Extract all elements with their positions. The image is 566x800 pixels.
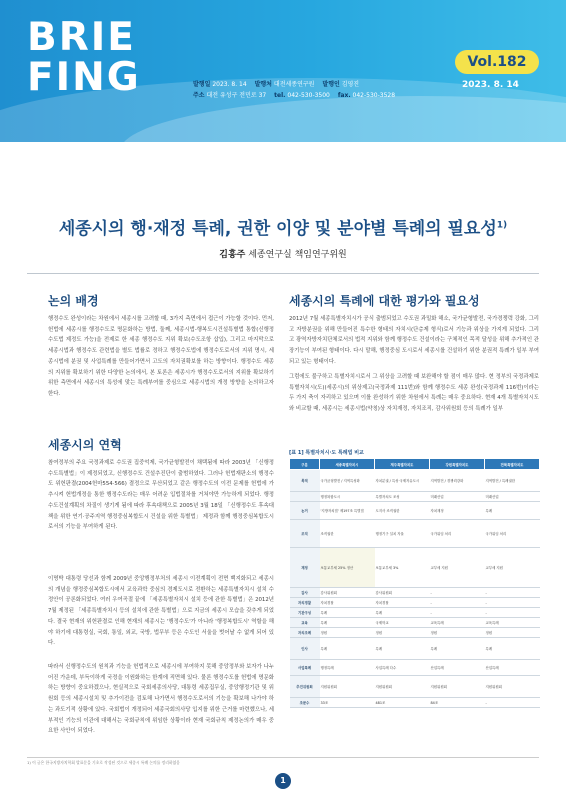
title-divider <box>27 273 539 274</box>
table-cell: - <box>430 588 485 598</box>
table-cell: - <box>485 588 540 598</box>
table-caption: [표 1] 특별자치시·도 특례법 비교 <box>289 450 364 456</box>
table-cell: - <box>485 598 540 608</box>
table-row-label: 조문수 <box>290 698 320 708</box>
table-cell: 교육특례 <box>485 618 540 628</box>
table-cell: 국가위임 처리 <box>485 520 540 548</box>
table-cell: 교부세 지원 <box>430 548 485 588</box>
section-heading-evaluation: 세종시의 특례에 대한 평가와 필요성 <box>289 294 480 308</box>
table-row-label: 기관구성 <box>290 608 320 618</box>
page-footnote: 1) 이 글은 한국지방자치학회 발표문을 기초로 작성된 것으로 세종시 특례 논의를 정리하였음 <box>27 757 539 766</box>
table-cell: 지역발전 / 특례권한 <box>485 470 540 492</box>
table-cell: 국가위임 처리 <box>430 520 485 548</box>
table-cell: 도지사 조직권한 <box>375 502 430 520</box>
table-cell: 교육특례 <box>430 618 485 628</box>
table-row <box>290 676 540 698</box>
table-cell: 특례 <box>485 638 540 660</box>
table-cell: 84조 <box>430 698 485 708</box>
table-cell: 지역발전 / 경쟁력강화 <box>430 470 485 492</box>
table-cell: 자치재정 <box>430 502 485 520</box>
table-row <box>290 470 540 492</box>
table-cell: 특별자치도 조성 <box>375 492 430 502</box>
section-heading-background: 논의 배경 <box>48 294 99 308</box>
table-cell: 정원 <box>375 628 430 638</box>
briefing-logo: BRIE FING <box>27 15 141 100</box>
section-body-background: 행정수도 완성이라는 차원에서 세종시를 고려할 때, 3가지 측면에서 접근이 가능할 것이다. 먼저, 헌법에 세종시를 행정수도로 명문화하는 방법, 둘째, 세종시법-행복도시건설특별법 통합(신행정수도법 제정도 가능)을 전제로 한 세종 행정수도 지위 확보(수도조항 삽입), 그리고 마지막으로 세종시법과 행정수도 관련법을 별도 법률로 정하고 행정수도법에 행정수도로서의 지위 명시, 세종시법에 분권 및 사업특례를 만들어가면서 고도의 자치권확보를 하는 방향이다. 행정수도 세종의 지위를 확보하기 위한 다양한 논의에서, 본 토론은 세종시가 행정수도로서의 지위를 확보하기 위한 측면에서 세종시의 특성에 맞는 특례부여를 중심으로 세종시법의 개정 방향을 논의하고자 한다. <box>48 316 274 397</box>
table-header-cell: 구분 <box>290 459 320 470</box>
table-row <box>290 502 540 520</box>
table-cell: 국제학교 <box>375 618 430 628</box>
table-row-label: 논거 <box>290 502 320 520</box>
table-cell: 특례 <box>375 608 430 618</box>
table-row <box>290 598 540 608</box>
publication-info: 발행일 2023. 8. 14 발행처 대전세종연구원 발행인 김영진 주소 대전 유성구 전민로 37 tel. 042-530-3500 fax. 042-530-3528 <box>193 81 396 99</box>
table-header-cell: 세종특별자치시 <box>320 459 375 470</box>
table-cell: 특례 <box>485 502 540 520</box>
table-cell: - <box>485 608 540 618</box>
article-title: 세종시의 행·재정 특례, 권한 이양 및 분야별 특례의 필요성$^{1)}$ <box>58 219 508 239</box>
article-author: 김흥주 세종연구실 책임연구위원 <box>219 250 347 260</box>
table-row-label: 사업특례 <box>290 660 320 676</box>
table-row-label: 자치경찰 <box>290 598 320 608</box>
table-row-label: 추진위원회 <box>290 676 320 698</box>
table-cell: 특례 <box>430 638 485 660</box>
page-number: 1 <box>275 773 291 789</box>
table-cell: 감사위원회 <box>375 588 430 598</box>
table-cell: 산업특례 <box>485 660 540 676</box>
table-cell: - <box>430 598 485 608</box>
briefing-header <box>0 0 566 142</box>
section-body-history-2: 이명박 대통령 당선과 함께 2009년 중앙행정부처의 세종시 이전계획이 전면 백지화되고 세종시의 개념을 행정중심복합도시에서 교육과학 중심의 경제도시로 전환하는 세종특별자치시 설치 수정안이 공론화되었다. 여러 우여곡절 끝에 「세종특별자치시 설치 등에 관한 특별법」은 2012년 7월 제정된 「세종특별자치시 등의 설치에 관한 특별법」으로 지금의 세종시 모습을 갖추게 되었다. 결국 현재의 위헌판결로 인해 현재의 세종시는 '행정수도'가 아니라 '행정복합도시' 역할을 해야 하기에 대통령실, 국회, 통일, 외교, 국방, 법무부 등은 수도인 서울을 벗어날 수 없게 되어 있다. <box>48 576 274 647</box>
table-row-label <box>290 492 320 502</box>
table-cell: 지원위원회 <box>430 676 485 698</box>
table-row <box>290 628 540 638</box>
table-row <box>290 618 540 628</box>
table-cell: - <box>485 698 540 708</box>
table-row <box>290 698 540 708</box>
table-cell: 사업특례 다수 <box>375 660 430 676</box>
table-cell: 특례 <box>375 638 430 660</box>
table-row <box>290 638 540 660</box>
table-cell: 정원 <box>430 628 485 638</box>
table-cell: 미래산업 <box>485 492 540 502</box>
table-cell: 특례 <box>320 618 375 628</box>
table-row-label: 목적 <box>290 470 320 492</box>
table-header-cell: 강원특별자치도 <box>430 459 485 470</box>
table-cell: 지원위원회 <box>375 676 430 698</box>
table-row-label: 조직 <box>290 520 320 548</box>
table-cell: 보통교부세 25% 정산 <box>320 548 375 588</box>
table-cell: 국가균형발전 / 지역특성화 <box>320 470 375 492</box>
table-cell: 교부세 지원 <box>485 548 540 588</box>
table-cell: 481조 <box>375 698 430 708</box>
table-row <box>290 588 540 598</box>
table-row <box>290 608 540 618</box>
table-cell: 행정기구 설치 자율 <box>375 520 430 548</box>
table-cell: 미래산업 <box>430 492 485 502</box>
table-cell: 특례 <box>320 608 375 618</box>
table-header-cell: 전북특별자치도 <box>485 459 540 470</box>
section-body-history-3: 따라서 신행정수도의 원칙과 기능을 헌법적으로 세종시에 부여하지 못해 중앙정부와 보자가 나누어진 가운데, 부득이하게 국정을 이원화하는 한계에 직면해 있다. 물론 행정수도를 헌법에 명문화하는 방향이 중요하겠으나, 현실적으로 국회세종의사당, 대통령 세종집무실, 중앙행정기관 및 위원회 등의 세종시설치 및 추가이전을 검토해 나가면서 행정수도로서의 기능을 확보해 나가야 하는 과도기적 상황에 있다. 국회법이 개정되어 세종국회의사당 입지를 위한 근거를 마련했으나, 세부적인 기능의 이관에 대해서는 국회규칙에 위임한 상황이라 현재 국회규칙 제정논의가 매우 중요한 사안이 되었다. <box>48 664 274 735</box>
table-cell: 정원 <box>320 628 375 638</box>
table-cell: 보통교부세 3% <box>375 548 430 588</box>
table-cell: 지원위원회 <box>485 676 540 698</box>
table-header-cell: 제주특별자치도 <box>375 459 430 470</box>
table-header-row <box>290 459 540 470</box>
table-row <box>290 660 540 676</box>
table-row-label: 인사 <box>290 638 320 660</box>
table-cell: '지방자치법' 제197조 특별법 <box>320 502 375 520</box>
table-cell: 특례 <box>320 638 375 660</box>
table-cell: 자치분권 / 특성·국제자유도시 <box>375 470 430 492</box>
section-heading-history: 세종시의 연혁 <box>48 438 122 452</box>
table-cell: 자치경찰 <box>375 598 430 608</box>
table-cell: 행정복합도시 <box>320 492 375 502</box>
table-row-label: 자치조례 <box>290 628 320 638</box>
table-row-label: 교육 <box>290 618 320 628</box>
section-body-evaluation-1: 2012년 7월 세종특별자치시가 공식 출범되었고 수도권 과밀화 해소, 국가균형발전, 국가경쟁력 강화, 그리고 자방분권을 위해 만들어진 특수한 형태의 자치시(단층제 형식)로서 기능과 위상을 가지게 되었다. 그리고 광역자방자치단체로서의 법적 지위와 함께 행정수도 건설이라는 구체적인 목적 달성을 위해 추가적인 관장기능이 부여된 형태이다. 다시 말해, 행정중심 도시로서 세종시를 건설하기 위한 분권적 특례가 일부 부여되고 있는 형태이다. <box>289 316 539 365</box>
table-cell: 감사위원회 <box>320 588 375 598</box>
table-row <box>290 520 540 548</box>
volume-date: 2023. 8. 14 <box>462 80 519 90</box>
table-row <box>290 492 540 502</box>
table-cell: 자치경찰 <box>320 598 375 608</box>
table-row-label: 감사 <box>290 588 320 598</box>
table-row <box>290 548 540 588</box>
table-cell: 산업특례 <box>430 660 485 676</box>
volume-badge: Vol.182 <box>455 50 539 74</box>
table-row-label: 재정 <box>290 548 320 588</box>
section-body-evaluation-2: 그럼에도 불구하고 특별자치시로서 그 위상을 고려할 때 보완해야 할 점이 매우 많다. 현 정부의 국정과제로 특별자치시(도)(세종시)의 위상제고(국정과제 111번)와 함께 행정수도 세종 완성(국정과제 116번)이라는 두 가지 축이 자리하고 있으며 이를 완성하기 위한 차원에서 특례는 매우 중요하다. 현재 4개 특별자치시도와 비교할 때, 세종시는 세종시법(약칭)상 자치재정, 자치조직, 감사위원회 등의 특례가 일부 <box>289 374 539 413</box>
comparison-table <box>289 458 540 708</box>
section-body-history-1: 참여정부의 주요 국정과제로 수도권 집중억제, 국가균형발전이 채택됨에 따라 2003년 「신행정수도특별법」이 제정되었고, 신행정수도 건설추진단이 출범하였다. 그러나 헌법재판소의 행정수도 위헌판결(2004헌마554·566) 결정으로 무산되었고 같은 행정수도의 이전 문제를 헌법에 가추시켜 헌법개정을 통한 행정수도라는 매우 어려운 입법절차를 거쳐야만 가능하게 되었다. 행정수도건설계획의 차질이 생기게 됨에 따라 후속대책으로 2005년 3월 18일 「신행정수도 후속대책을 위한 연기·공주지역 행정중심복합도시 건설을 위한 특별법」 제정과 함께 행정중심복합도시로서의 기능을 부여하게 된다. <box>48 460 274 531</box>
table-cell: - <box>430 608 485 618</box>
table-cell: 지원위원회 <box>320 676 375 698</box>
table-cell: 행정특례 <box>320 660 375 676</box>
table-cell: 조직권한 <box>320 520 375 548</box>
table-cell: 33조 <box>320 698 375 708</box>
table-cell: 정원 <box>485 628 540 638</box>
